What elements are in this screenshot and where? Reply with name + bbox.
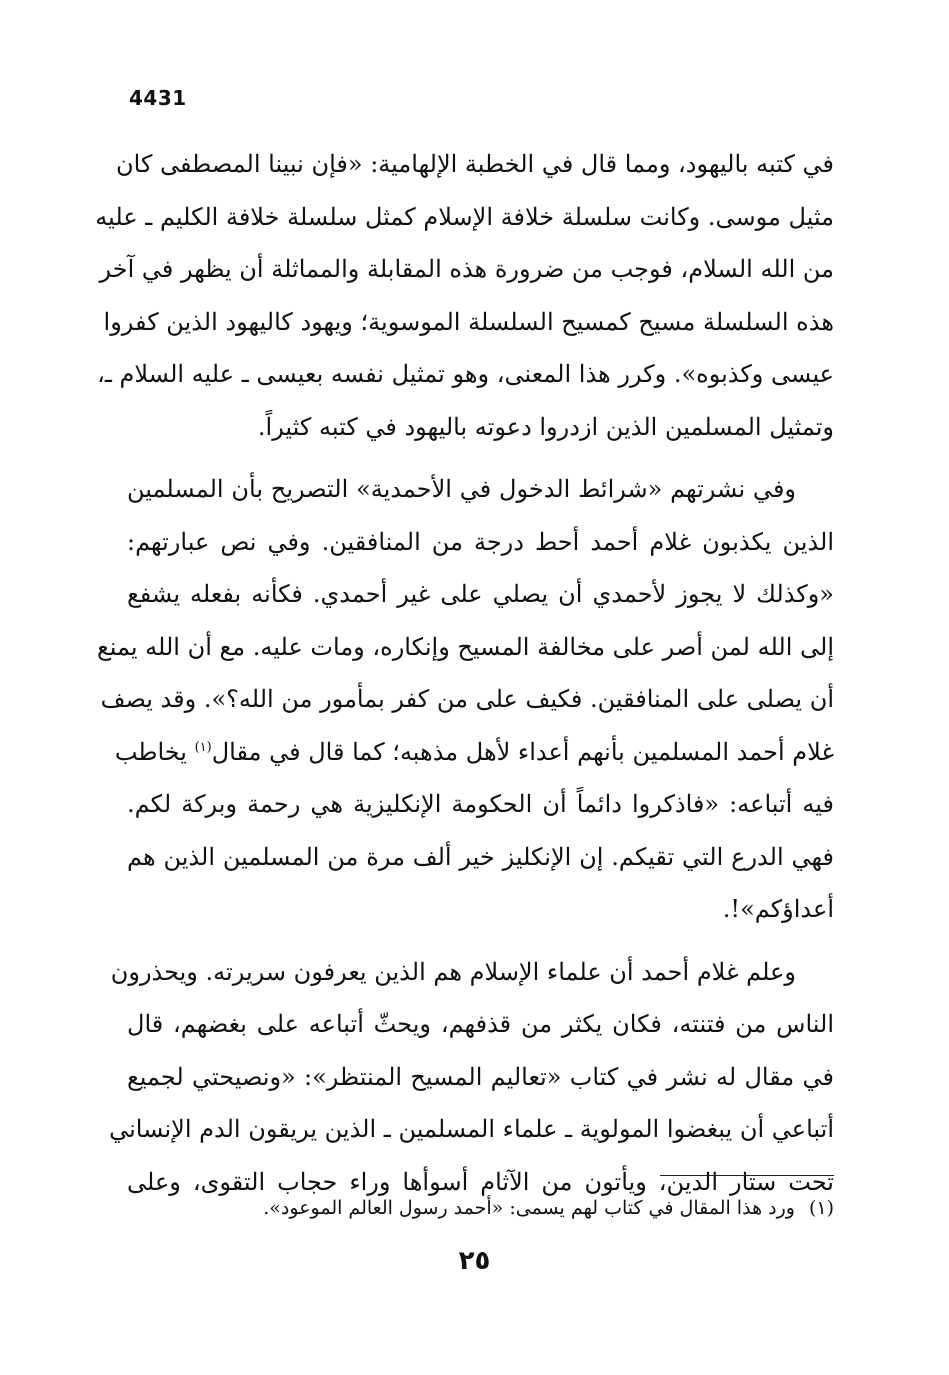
text-line: الناس من فتنته، فكان يكثر من قذفهم، ويحثّ أتباعه على بغضهم، قال [127,1010,834,1038]
footnote-divider [660,1175,834,1176]
footnote-text: ورد هذا المقال في كتاب لهم يسمى: «أحمد رسول العالم الموعود». [263,1197,795,1219]
page-number-top: 4431 [129,86,187,110]
text-line: في مقال له نشر في كتاب «تعاليم المسيح المنتظر»: «ونصيحتي لجميع [127,1062,834,1091]
text-line: عيسى وكذبوه». وكرر هذا المعنى، وهو تمثيل نفسه بعيسى ـ عليه السلام ـ، [97,360,834,388]
text-line: أتباعي أن يبغضوا المولوية ـ علماء المسلمين ـ الذين يريقون الدم الإنساني [109,1115,834,1143]
text-line: فهي الدرع التي تقيكم. إن الإنكليز خير ألف مرة من المسلمين الذين هم [127,842,834,871]
text-segment: غلام أحمد المسلمين بأنهم أعداء لأهل مذهبه؛ كما قال في مقال [211,737,834,766]
text-line: وعلم غلام أحمد أن علماء الإسلام هم الذين يعرفون سريرته. ويحذرون [110,957,796,986]
body-text [95,138,834,1208]
page-number-bottom: ٢٥ [458,1246,491,1276]
paragraph-3 [109,946,834,1209]
text-line: الذين يكذبون غلام أحمد أحط درجة من المنافقين. وفي نص عبارتهم: [127,527,834,556]
paragraph-1 [95,138,834,453]
text-line: في كتبه باليهود، ومما قال في الخطبة الإلهامية: «فإن نبينا المصطفى كان [116,150,834,178]
text-line: مثيل موسى. وكانت سلسلة خلافة الإسلام كمثل سلسلة خلافة الكليم ـ عليه [95,202,834,231]
text-line-with-footnote [114,726,834,779]
footnote-reference[interactable]: (١) [194,739,212,755]
text-line: هذه السلسلة مسيح كمسيح السلسلة الموسوية؛ ويهود كاليهود الذين كفروا [103,307,834,336]
text-line: فيه أتباعه: «فاذكروا دائماً أن الحكومة الإنكليزية هي رحمة وبركة لكم. [127,790,834,818]
text-line: «وكذلك لا يجوز لأحمدي أن يصلي على غير أحمدي. فكأنه بفعله يشفع [127,580,834,608]
text-line: أعداؤكم»!. [722,895,834,923]
text-line: وفي نشرتهم «شرائط الدخول في الأحمدية» التصريح بأن المسلمين [127,475,796,503]
text-line: أن يصلى على المنافقين. فكيف على من كفر بمأمور من الله؟». وقد يصف [100,685,834,713]
text-line: تحت ستار الدين، ويأتون من الآثام أسوأها وراء حجاب التقوى، وعلى [127,1167,834,1196]
footnote-number: (١) [808,1197,834,1219]
footnote [127,1188,834,1228]
text-line: وتمثيل المسلمين الذين ازدروا دعوته باليهود في كتبه كثيراً. [257,412,834,441]
paragraph-2 [96,463,834,936]
text-line: إلى الله لمن أصر على مخالفة المسيح وإنكاره، ومات عليه. مع أن الله يمنع [96,632,834,661]
text-line: من الله السلام، فوجب من ضرورة هذه المقابلة والمماثلة أن يظهر في آخر [99,255,834,283]
text-segment: يخاطب [114,737,195,766]
